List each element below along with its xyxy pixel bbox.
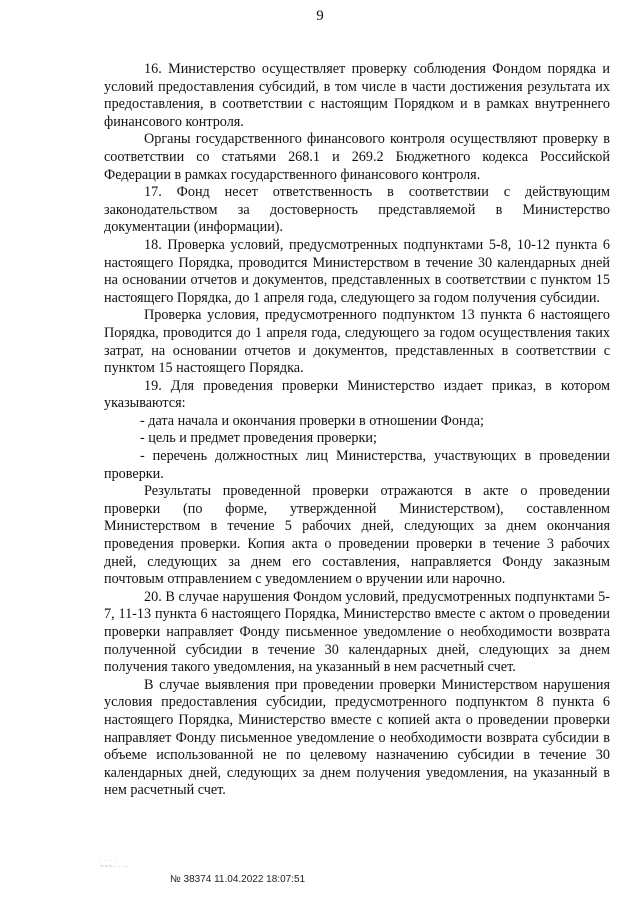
list-item-officials: - перечень должностных лиц Министерства, участвующих в проведении проверки. (104, 448, 610, 482)
paragraph-19: 19. Для проведения проверки Министерство издает приказ, в котором указываются: (104, 377, 610, 412)
document-registration-number: № 38374 11.04.2022 18:07:51 (170, 874, 306, 885)
list-item-goal: - цель и предмет проведения проверки; (140, 430, 377, 447)
page-number: 9 (316, 8, 324, 24)
stamp-caption: ~~~·· ··· ··· (100, 864, 129, 870)
stamp-marks: · · · · (100, 858, 119, 864)
paragraph-18: 18. Проверка условий, предусмотренных подпунктами 5-8, 10-12 пункта 6 настоящего Порядка, проводится Министерством в течение 30 календарных дней на основании отчетов и документов, представленных в соответствии с пунктом 15 настоящего Порядка, до 1 апреля года, следующего за годом получения субсидии. (104, 236, 610, 306)
registration-stamp-faint (100, 858, 170, 870)
paragraph-20-second: В случае выявления при проведении проверки Министерством нарушения условия предоставления субсидии, предусмотренного подпунктом 8 пункта 6 настоящего Порядка, Министерство вместе с копией акта о проведении проверки направляет Фонду письменное уведомление о необходимости возврата субсидии в объеме использованной не по целевому назначению субсидии в течение 30 календарных дней, следующих за днем получения уведомления, на указанный в нем расчетный счет. (104, 676, 610, 799)
paragraph-results: Результаты проведенной проверки отражаются в акте о проведении проверки (по форме, утвержденной Министерством), составленном Министерством в течение 5 рабочих дней, следующих за днем окончания проведения проверки. Копия акта о проведении проверки в течение 3 рабочих дней, следующих за днем его составления, направляется Фонду заказным почтовым отправлением с уведомлением о вручении или нарочно. (104, 483, 610, 588)
paragraph-16: 16. Министерство осуществляет проверку соблюдения Фондом порядка и условий предоставления субсидий, в том числе в части достижения результата их предоставления, в соответствии с настоящим Порядком и в рамках внутреннего финансового контроля. (104, 61, 610, 130)
list-item-dates: - дата начала и окончания проверки в отношении Фонда; (140, 412, 484, 429)
paragraph-17: 17. Фонд несет ответственность в соответствии с действующим законодательством за достоверность представляемой в Министерство документации (информации). (104, 184, 610, 236)
paragraph-20: 20. В случае нарушения Фондом условий, предусмотренных подпунктами 5-7, 11-13 пункта 6 настоящего Порядка, Министерство вместе с актом о проведении проверки направляет Фонду письменное уведомление о необходимости возврата полученной субсидии в течение 30 календарных дней, следующих за днем получения такого уведомления, на указанный в нем расчетный счет. (104, 588, 610, 676)
paragraph-18-second: Проверка условия, предусмотренного подпунктом 13 пункта 6 настоящего Порядка, проводится до 1 апреля года, следующего за годом осуществления таких затрат, на основании отчетов и документов, представленных в соответствии с пунктом 15 настоящего Порядка. (104, 307, 610, 377)
paragraph-control-bodies: Органы государственного финансового контроля осуществляют проверку в соответствии со статьями 268.1 и 269.2 Бюджетного кодекса Российской Федерации в рамках государственного финансового контроля. (104, 131, 610, 183)
document-body (104, 61, 610, 800)
